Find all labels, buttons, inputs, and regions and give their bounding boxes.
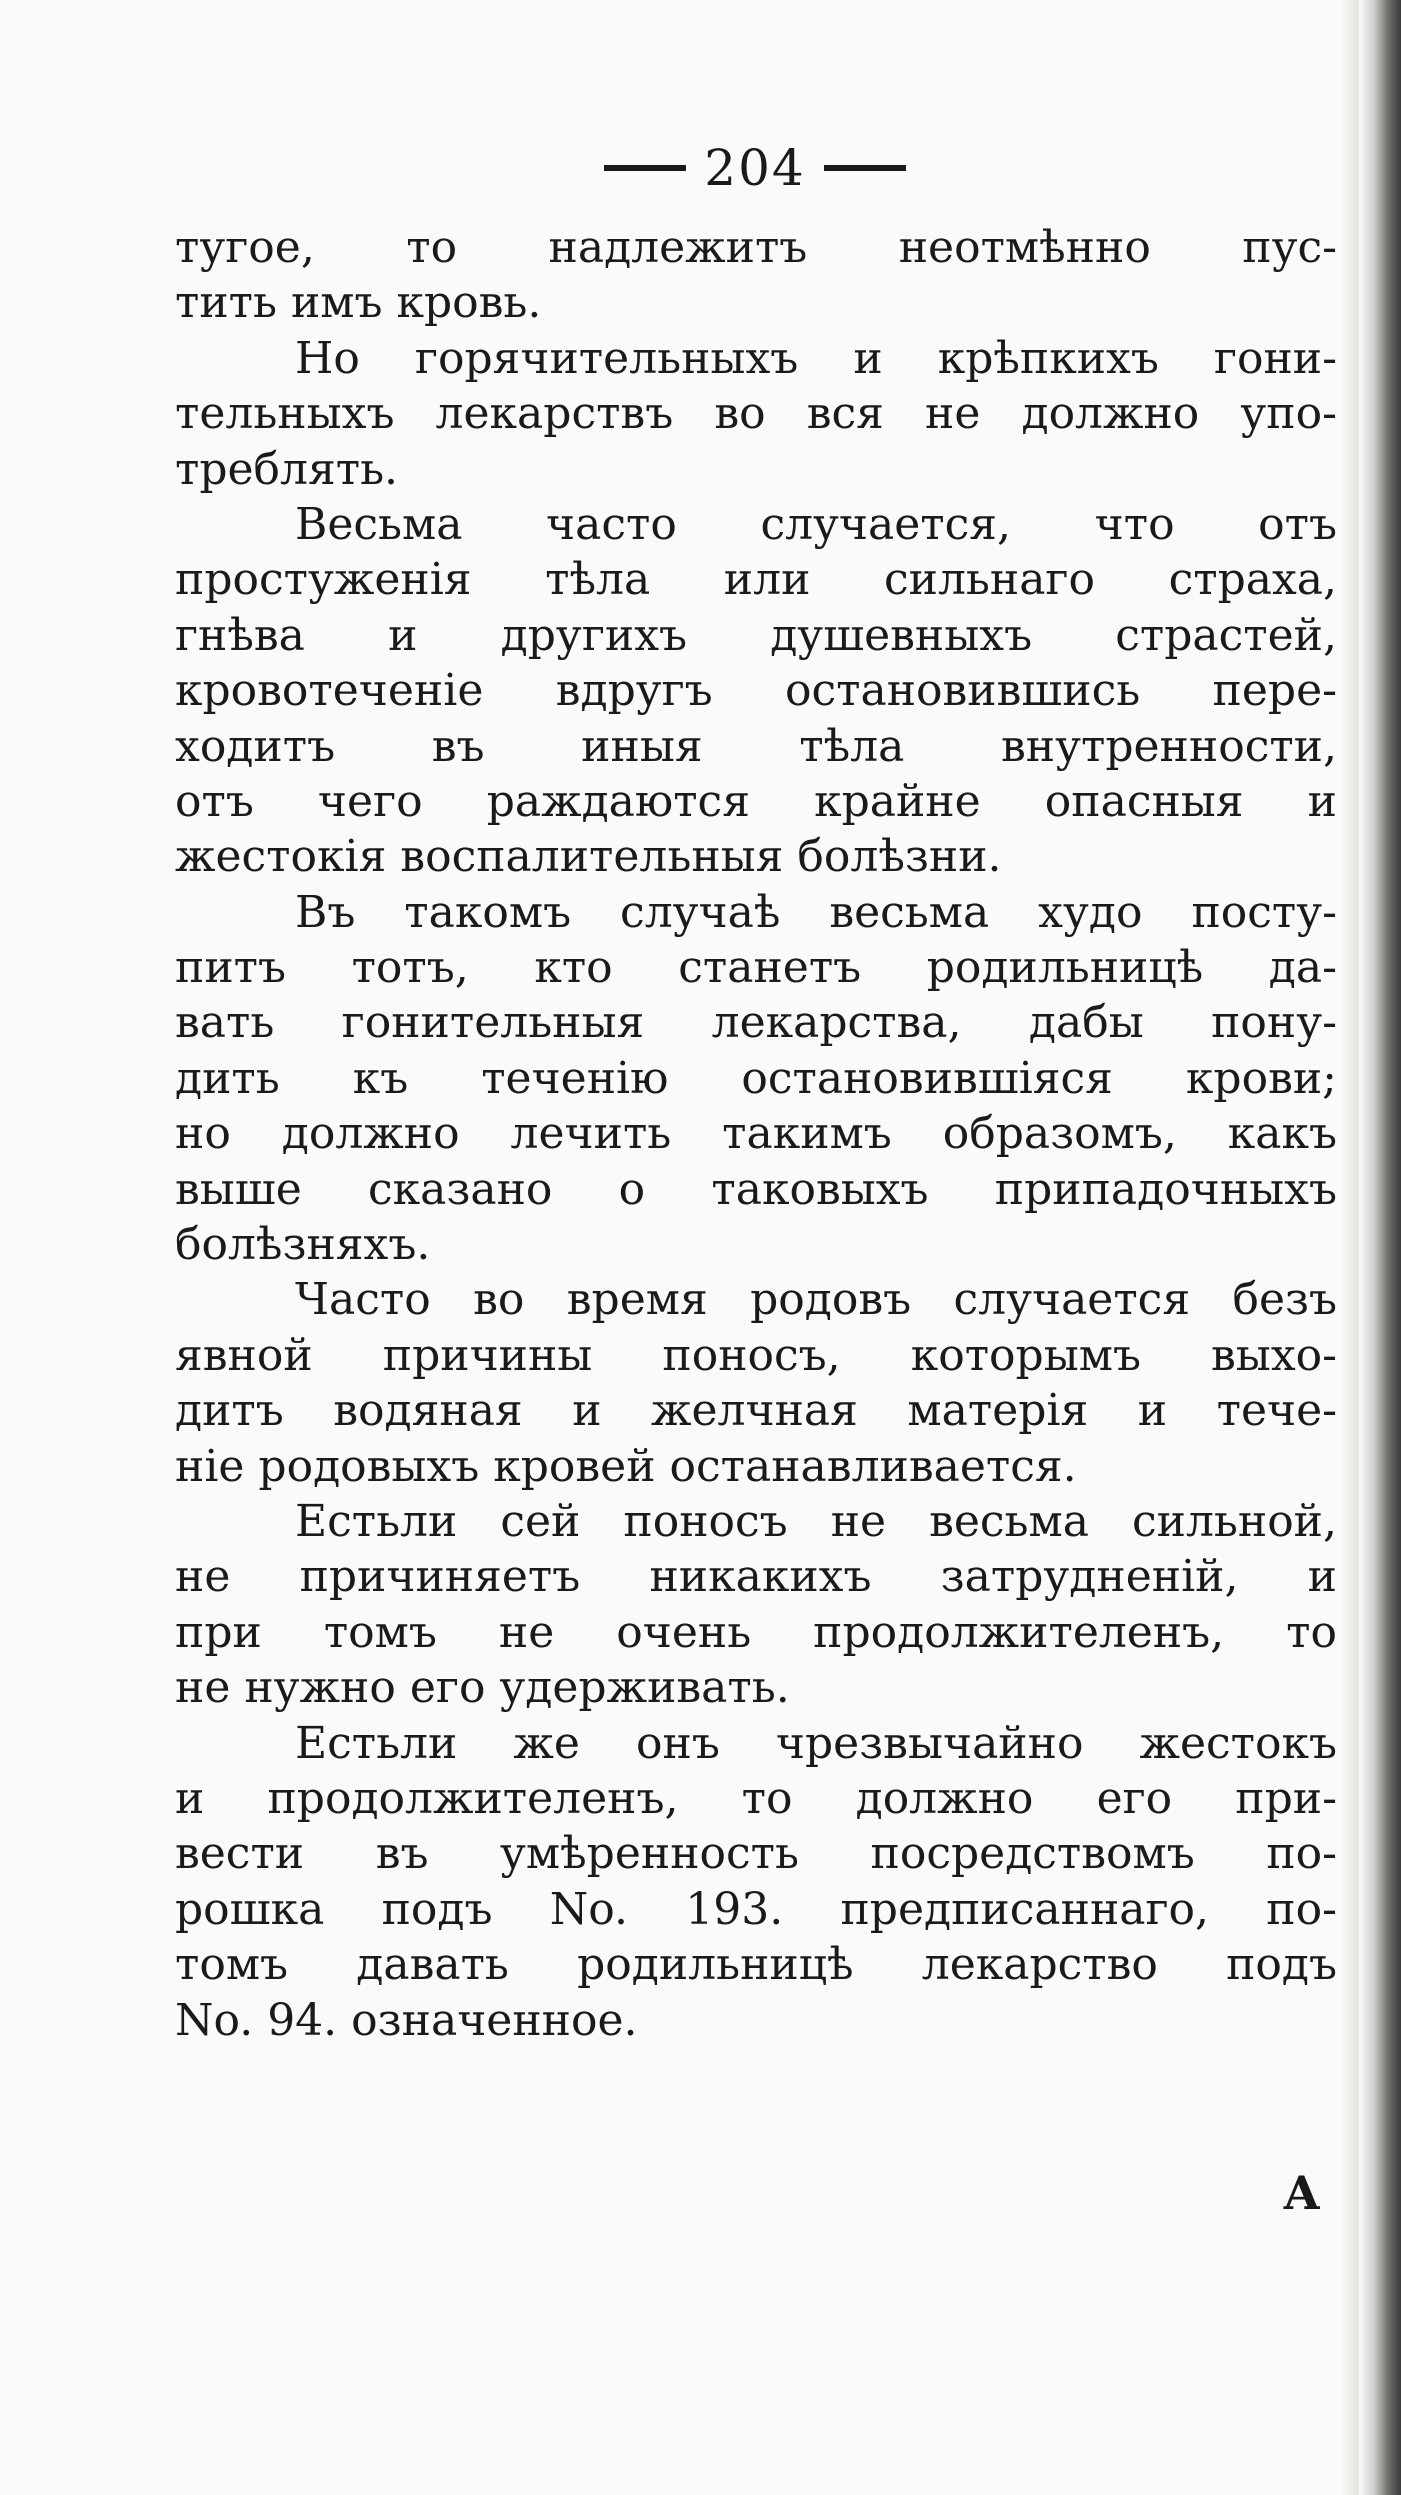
text-line: No. 94. означенное.	[175, 1994, 638, 2046]
text-line: вать гонительныя лекарства, дабы пону-	[175, 997, 1337, 1049]
text-line: ніе родовыхъ кровей останавливается.	[175, 1440, 1077, 1492]
text-line: дить къ теченію остановившіяся крови;	[175, 1052, 1337, 1104]
text-line: не нужно его удерживать.	[175, 1662, 790, 1714]
page-body	[175, 220, 1337, 2048]
text-line: но должно лечить такимъ образомъ, какъ	[175, 1108, 1337, 1160]
text-line: выше сказано о таковыхъ припадочныхъ	[175, 1163, 1337, 1215]
text-line: тельныхъ лекарствъ во вся не должно упо-	[175, 388, 1337, 440]
text-line: при томъ не очень продолжителенъ, то	[175, 1606, 1337, 1658]
header-dash-left	[604, 165, 686, 171]
text-line: Весьма часто случается, что отъ	[295, 498, 1337, 550]
catchword: А	[1283, 2166, 1321, 2220]
text-line: жестокія воспалительныя болѣзни.	[175, 831, 1002, 883]
text-line: Но горячительныхъ и крѣпкихъ гони-	[295, 332, 1337, 384]
text-line: гнѣва и другихъ душевныхъ страстей,	[175, 609, 1337, 661]
text-line: и продолжителенъ, то должно его при-	[175, 1772, 1337, 1824]
text-line: кровотеченіе вдругъ остановившись пере-	[175, 665, 1337, 717]
text-line: не причиняетъ никакихъ затрудненій, и	[175, 1551, 1337, 1603]
page-edge-inner-shadow	[1341, 0, 1359, 2495]
text-line: питъ тотъ, кто станетъ родильницѣ да-	[175, 942, 1337, 994]
header-dash-right	[824, 165, 906, 171]
text-line: явной причины поносъ, которымъ выхо-	[175, 1329, 1337, 1381]
text-line: томъ давать родильницѣ лекарство подъ	[175, 1939, 1337, 1991]
text-line: вести въ умѣренность посредствомъ по-	[175, 1828, 1337, 1880]
text-line: треблять.	[175, 443, 399, 495]
text-line: тить имъ кровь.	[175, 277, 542, 329]
text-line: рошка подъ No. 193. предписаннаго, по-	[175, 1883, 1337, 1935]
text-line: болѣзняхъ.	[175, 1219, 431, 1271]
text-line: тугое, то надлежитъ неотмѣнно пус-	[175, 222, 1337, 273]
text-line: Естьли же онъ чрезвычайно жестокъ	[295, 1717, 1337, 1769]
text-line: Естьли сей поносъ не весьма сильной,	[295, 1495, 1337, 1547]
page-header	[585, 138, 925, 198]
text-line: простуженія тѣла или сильнаго страха,	[175, 554, 1337, 606]
text-line: Часто во время родовъ случается безъ	[295, 1274, 1337, 1326]
text-line: дитъ водяная и желчная матерія и тече-	[175, 1385, 1337, 1437]
text-line: ходитъ въ иныя тѣла внутренности,	[175, 720, 1337, 772]
page-edge-shadow	[1359, 0, 1401, 2495]
text-line: Въ такомъ случаѣ весьма худо посту-	[295, 886, 1337, 938]
text-line: отъ чего раждаются крайне опасныя и	[175, 775, 1337, 827]
page-number: 204	[704, 139, 806, 197]
